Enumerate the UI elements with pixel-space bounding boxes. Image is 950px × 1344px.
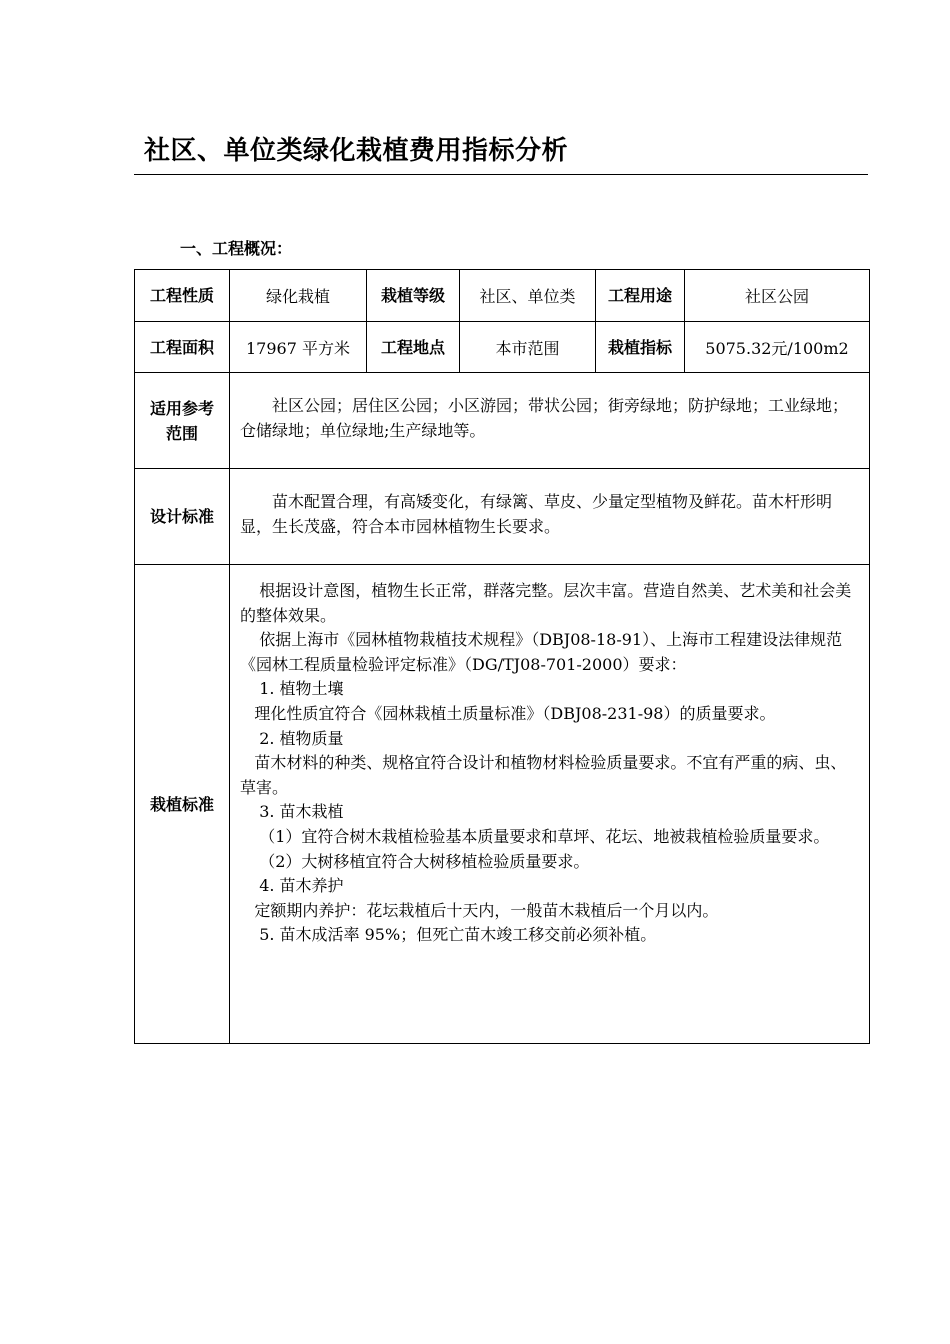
scope-label: 适用参考范围 — [135, 373, 230, 469]
table-row — [135, 565, 870, 1044]
planting-line: 4. 苗木养护 — [259, 876, 344, 896]
page-title: 社区、单位类绿化栽植费用指标分析 — [144, 136, 569, 166]
planting-line: 5. 苗木成活率 95%；但死亡苗木竣工移交前必须补植。 — [259, 925, 657, 945]
planting-line: 根据设计意图，植物生长正常，群落完整。层次丰富。营造自然美、艺术美和社会美的整体效果。 — [240, 581, 852, 625]
planting-line: 理化性质宜符合《园林栽植土质量标准》（DBJ08-231-98）的质量要求。 — [254, 703, 776, 723]
design-standard-label: 设计标准 — [135, 469, 230, 565]
planting-index-value: 5075.32元/100m2 — [685, 322, 870, 373]
project-area-label: 工程面积 — [135, 322, 230, 373]
project-use-label: 工程用途 — [596, 270, 685, 322]
planting-grade-value: 社区、单位类 — [460, 270, 596, 322]
planting-standard-text — [240, 565, 861, 948]
planting-standard-cell — [230, 565, 870, 1044]
project-nature-value: 绿化栽植 — [230, 270, 367, 322]
table-row — [135, 469, 870, 565]
planting-line: （2）大树移植宜符合大树移植检验质量要求。 — [259, 851, 590, 871]
planting-line: 依据上海市《园林植物栽植技术规程》（DBJ08-18-91）、上海市工程建设法律规范《园林工程质量检验评定标准》（DG/TJ08-701-2000）要求： — [240, 630, 843, 674]
title-divider — [134, 174, 868, 175]
section-heading: 一、工程概况： — [180, 239, 293, 258]
project-location-value: 本市范围 — [460, 322, 596, 373]
planting-line: 1. 植物土壤 — [259, 679, 344, 699]
design-standard-cell — [230, 469, 870, 565]
planting-line: 3. 苗木栽植 — [259, 802, 344, 822]
table-row — [135, 270, 870, 322]
table-row — [135, 373, 870, 469]
planting-line: 2. 植物质量 — [259, 728, 344, 748]
table-row — [135, 322, 870, 373]
planting-standard-label: 栽植标准 — [135, 565, 230, 1044]
scope-cell — [230, 373, 870, 469]
design-standard-text: 苗木配置合理，有高矮变化，有绿篱、草皮、少量定型植物及鲜花。苗木杆形明显，生长茂盛，符合本市园林植物生长要求。 — [240, 491, 833, 536]
project-nature-label: 工程性质 — [135, 270, 230, 322]
planting-line: （1）宜符合树木栽植检验基本质量要求和草坪、花坛、地被栽植检验质量要求。 — [259, 826, 830, 846]
project-use-value: 社区公园 — [685, 270, 870, 322]
project-info-table — [134, 269, 870, 1044]
planting-index-label: 栽植指标 — [596, 322, 685, 373]
scope-text: 社区公园；居住区公园；小区游园；带状公园；街旁绿地；防护绿地；工业绿地；仓储绿地；单位绿地;生产绿地等。 — [240, 395, 849, 440]
planting-line: 定额期内养护：花坛栽植后十天内，一般苗木栽植后一个月以内。 — [254, 900, 719, 920]
project-area-value: 17967 平方米 — [230, 322, 367, 373]
planting-line: 苗木材料的种类、规格宜符合设计和植物材料检验质量要求。不宜有严重的病、虫、草害。 — [240, 753, 847, 797]
planting-grade-label: 栽植等级 — [367, 270, 460, 322]
project-location-label: 工程地点 — [367, 322, 460, 373]
